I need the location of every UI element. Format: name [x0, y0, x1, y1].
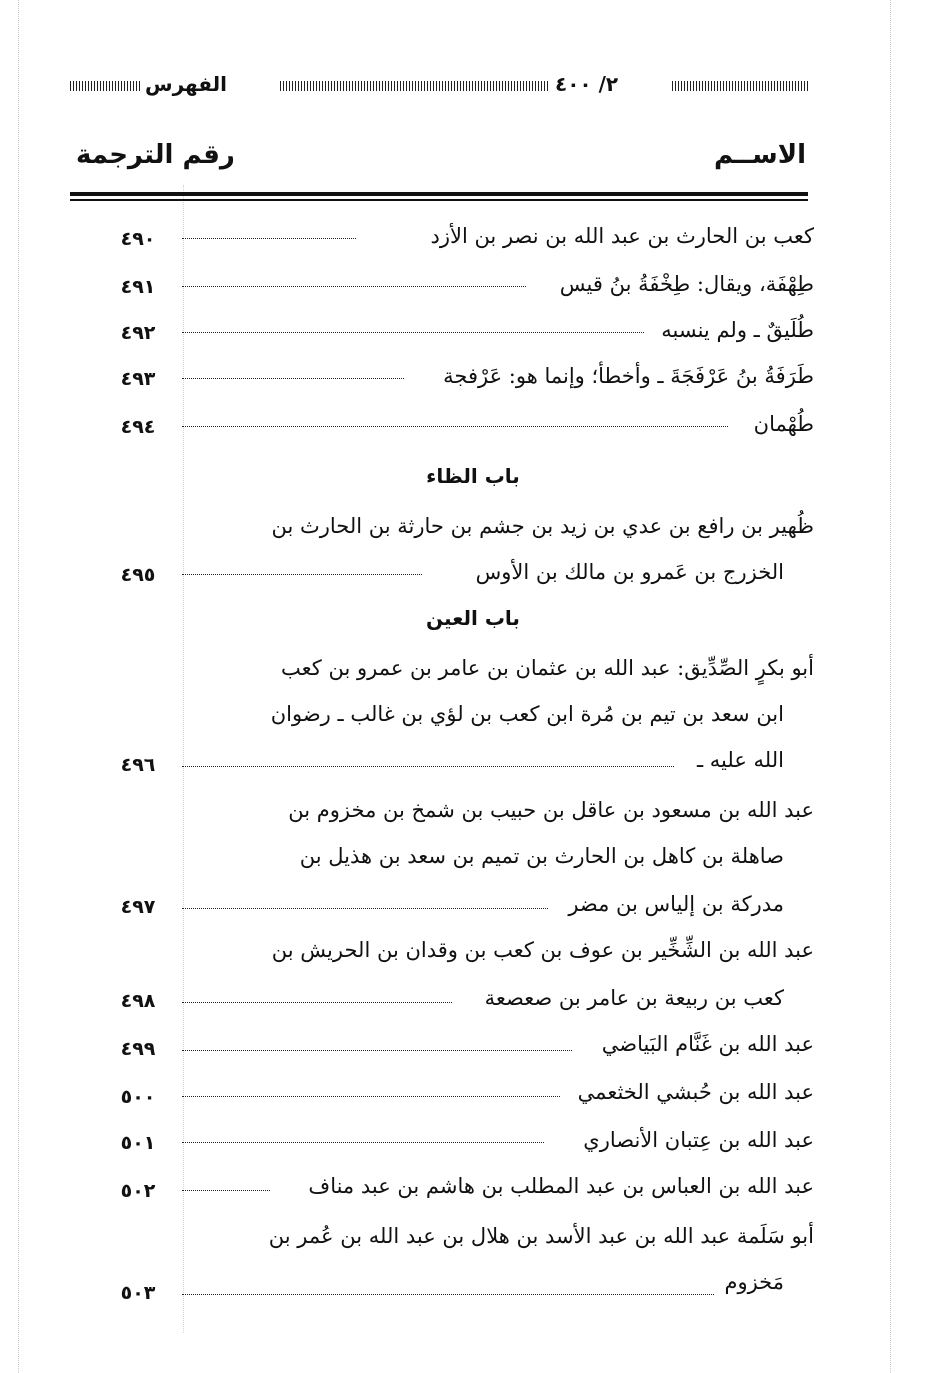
entry-line: ابن سعد بن تيم بن مُرة ابن كعب بن لؤي بن غالب ـ رضوان: [270, 702, 784, 726]
entry-line: عبد الله بن الشِّخِّير بن عوف بن كعب بن وقدان بن الحريش بن: [271, 938, 814, 962]
page-reference: ٢/ ٤٠٠: [555, 72, 619, 96]
entry-line: عبد الله بن العباس بن عبد المطلب بن هاشم بن عبد مناف: [308, 1174, 814, 1198]
entry-line: طُهْمان: [753, 412, 814, 436]
entry-line: مَخزوم: [724, 1270, 784, 1294]
entry-number: ٤٩٦: [120, 754, 156, 776]
section-heading: باب الظاء: [426, 464, 520, 488]
entry-line: عبد الله بن غَنَّام البَياضي: [601, 1032, 814, 1056]
section-title: الفهرس: [145, 72, 228, 96]
entry-line: مدركة بن إلياس بن مضر: [568, 892, 784, 916]
entry-number: ٥٠٢: [120, 1180, 156, 1202]
entry-line: طُلَيقٌ ـ ولم ينسبه: [661, 318, 814, 342]
entry-line: الخزرج بن عَمرو بن مالك بن الأوس: [475, 560, 784, 584]
dot-leader: [182, 766, 674, 767]
entry-line: طِهْفَة، ويقال: طِخْفَةُ بنُ قيس: [559, 272, 814, 296]
entry-number: ٤٩٥: [120, 564, 156, 586]
entry-line: عبد الله بن عِتبان الأنصاري: [583, 1128, 814, 1152]
entry-line: الله عليه ـ: [696, 748, 784, 772]
entry-line: صاهلة بن كاهل بن الحارث بن تميم بن سعد بن هذيل بن: [299, 844, 784, 868]
entry-line: طَرَفَةُ بنُ عَرْفَجَةَ ـ وأخطأ؛ وإنما هو: عَرْفجة: [443, 364, 814, 388]
entry-line: كعب بن الحارث بن عبد الله بن نصر بن الأزد: [430, 224, 814, 248]
entry-number: ٤٩١: [120, 276, 156, 298]
entry-number: ٥٠١: [120, 1132, 156, 1154]
entry-line: أبو سَلَمة عبد الله بن عبد الأسد بن هلال بن عبد الله بن عُمر بن: [268, 1224, 814, 1248]
dot-leader: [182, 1142, 544, 1143]
dot-leader: [182, 908, 548, 909]
dot-leader: [182, 378, 404, 379]
entry-line: عبد الله بن مسعود بن عاقل بن حبيب بن شمخ بن مخزوم بن: [288, 798, 814, 822]
dot-leader: [182, 1096, 560, 1097]
column-header-name: الاســم: [713, 140, 806, 170]
dot-leader: [182, 238, 356, 239]
dot-leader: [182, 332, 644, 333]
entry-number: ٤٩٢: [120, 322, 156, 344]
section-heading: باب العين: [426, 606, 520, 630]
entry-number: ٤٩٨: [120, 990, 156, 1012]
dot-leader: [182, 1050, 572, 1051]
entry-line: أبو بكرٍ الصِّدِّيق: عبد الله بن عثمان بن عامر بن عمرو بن كعب: [281, 656, 814, 680]
entry-number: ٤٩٠: [120, 228, 156, 250]
dot-leader: [182, 286, 526, 287]
entry-number: ٤٩٣: [120, 368, 156, 390]
entry-number: ٥٠٣: [120, 1282, 156, 1304]
entry-number: ٤٩٩: [120, 1038, 156, 1060]
dot-leader: [182, 574, 422, 575]
column-header-number: رقم الترجمة: [76, 140, 235, 170]
dot-leader: [182, 426, 728, 427]
dot-leader: [182, 1294, 714, 1295]
entry-number: ٤٩٧: [120, 896, 156, 918]
entry-number: ٤٩٤: [120, 416, 156, 438]
entry-line: عبد الله بن حُبشي الخثعمي: [577, 1080, 814, 1104]
dot-leader: [182, 1002, 452, 1003]
entry-number: ٥٠٠: [120, 1086, 156, 1108]
entry-line: ظُهير بن رافع بن عدي بن زيد بن جشم بن حارثة بن الحارث بن: [271, 514, 814, 538]
dot-leader: [182, 1190, 270, 1191]
entry-line: كعب بن ربيعة بن عامر بن صعصعة: [484, 986, 784, 1010]
